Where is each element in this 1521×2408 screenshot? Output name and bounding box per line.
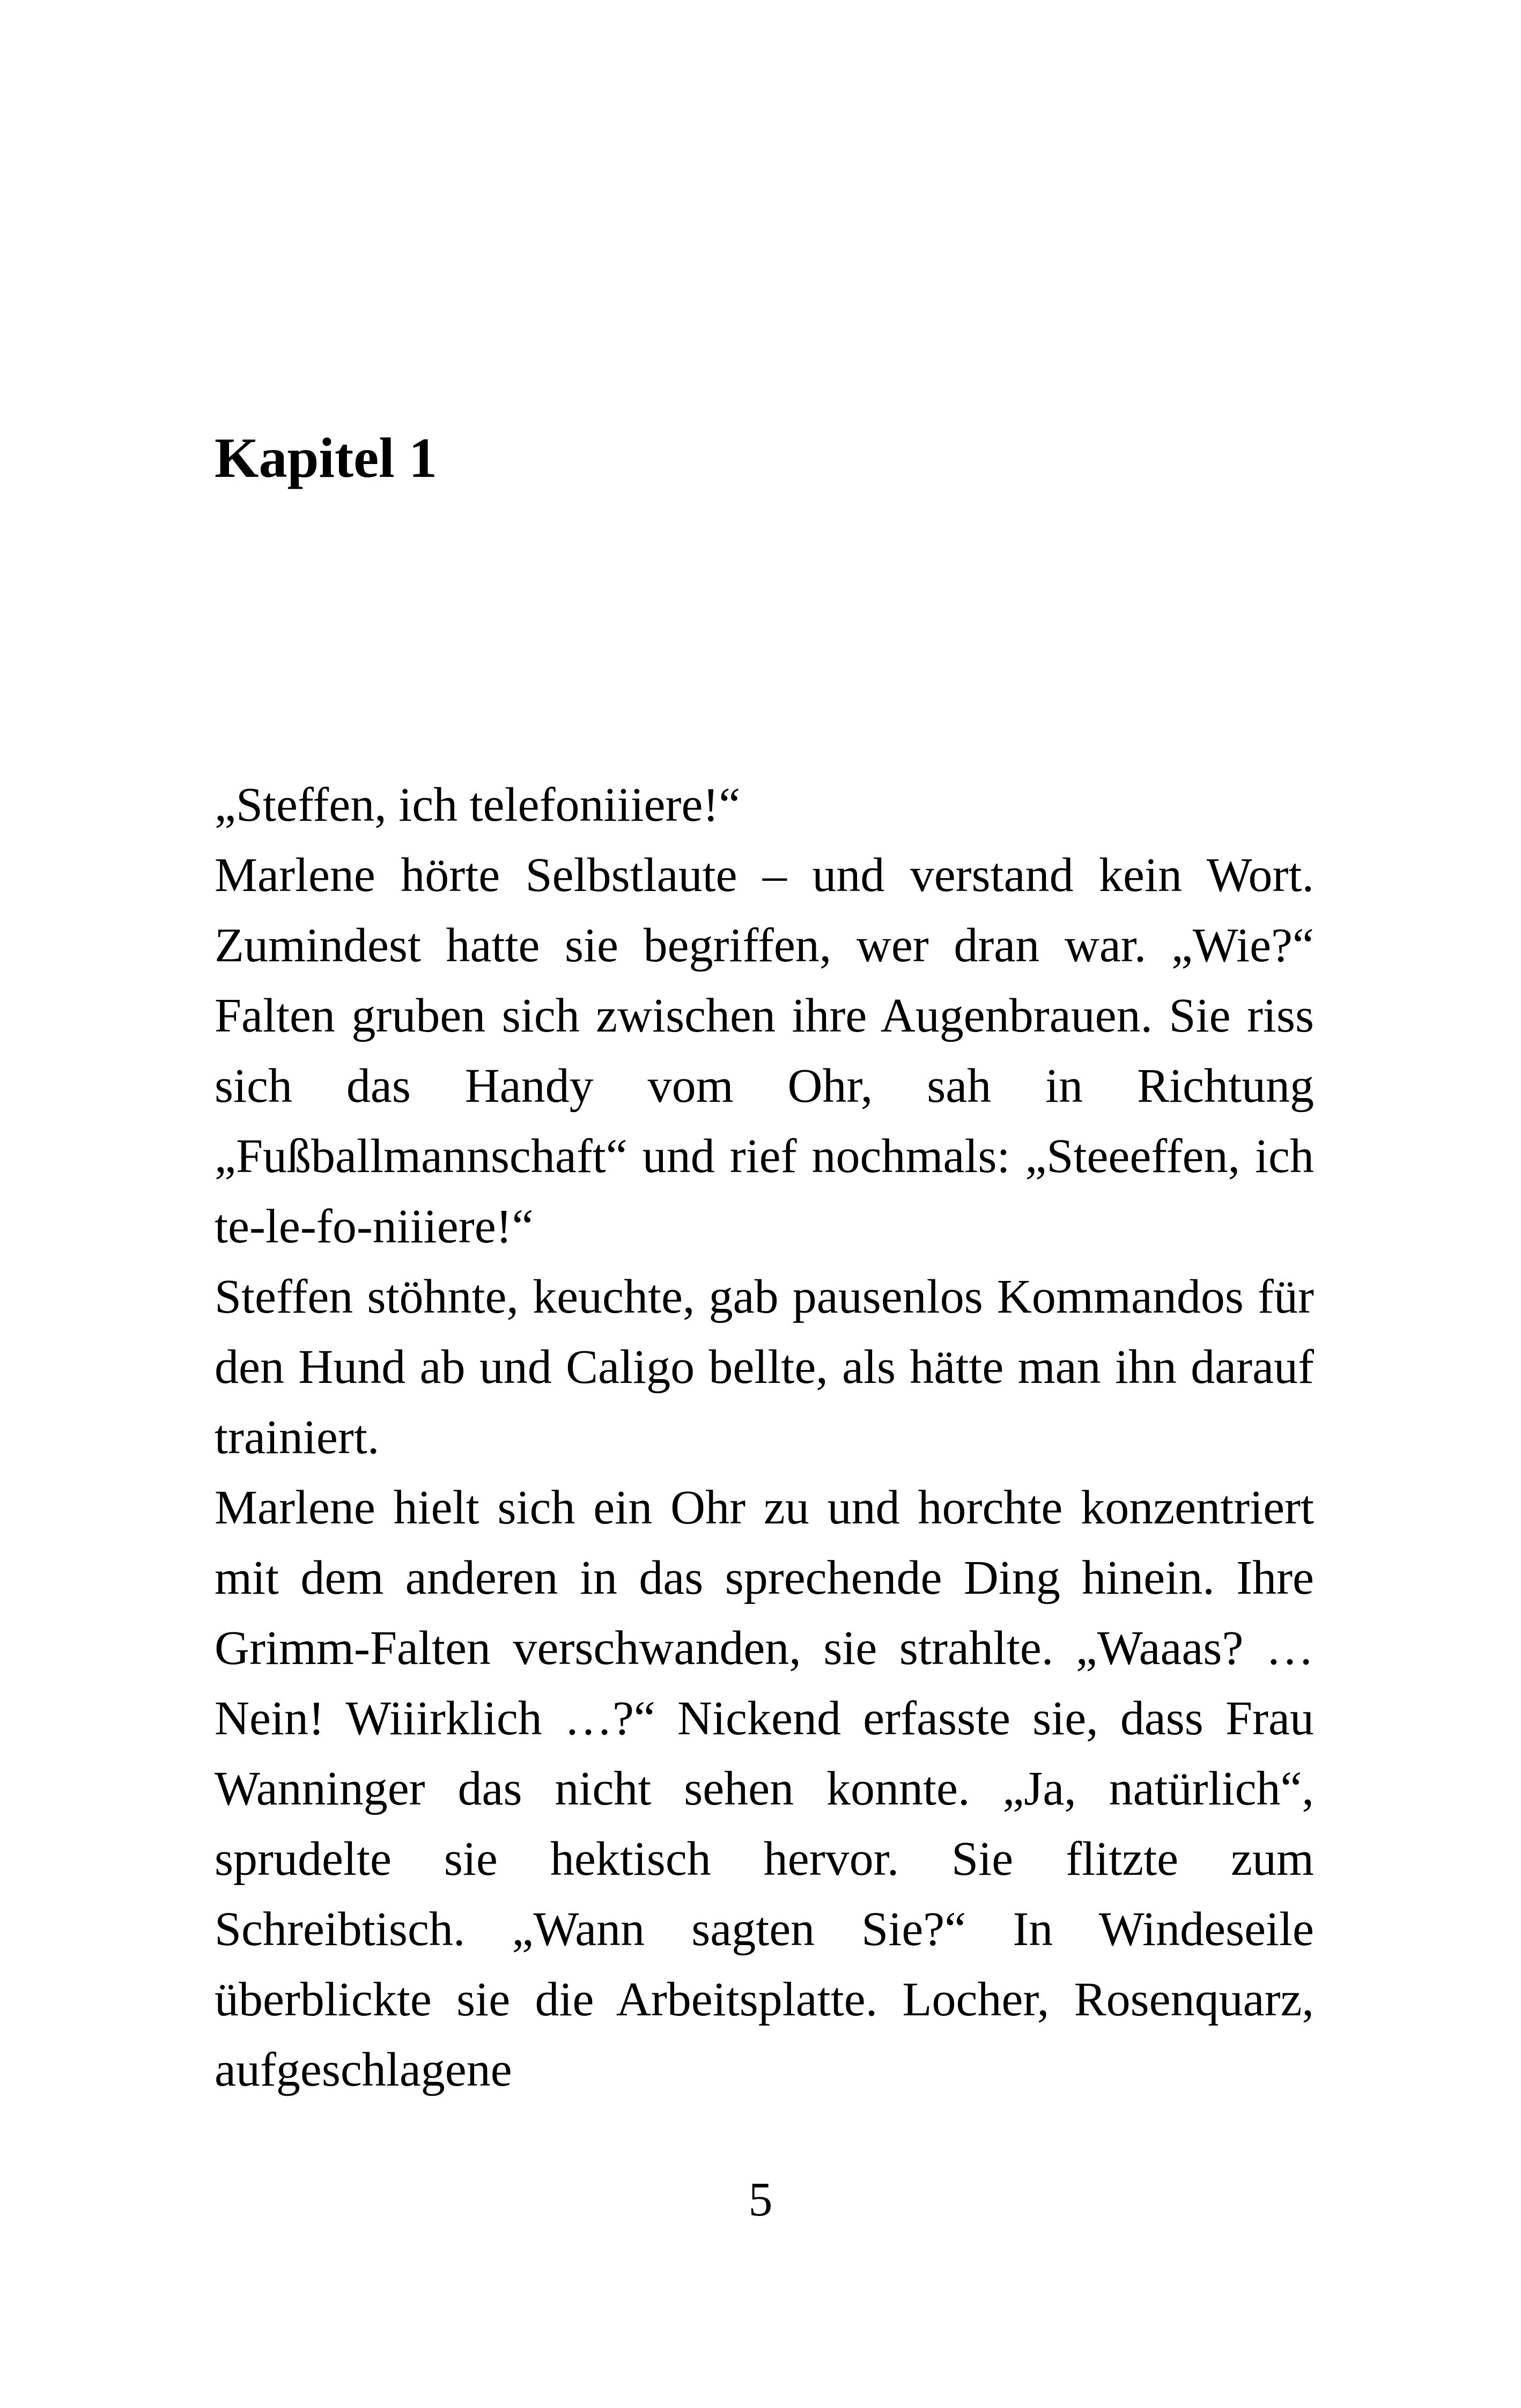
paragraph: Steffen stöhnte, keuchte, gab pausenlos Kommandos für den Hund ab und Caligo bellte, als hätte man ihn darauf trainiert. [215,1270,1314,1464]
chapter-title: Kapitel 1 [215,426,438,489]
paragraph: Marlene hielt sich ein Ohr zu und horchte konzentriert mit dem anderen in das sprechende Ding hinein. Ihre Grimm-Falten verschwanden, sie strahlte. „Waaas? … Nein! Wiiirklich …?“ Nickend erfasste sie, dass Frau Wanninger das nicht sehen konnte. „Ja, natürlich“, sprudelte sie hektisch hervor. Sie flitzte zum Schreibtisch. „Wann sagten Sie?“ In Windeseile überblickte sie die Arbeitsplatte. Locher, Rosenquarz, aufgeschlagene [215,1481,1314,2096]
paragraph: Marlene hörte Selbstlaute – und verstand kein Wort. Zumindest hatte sie begriffen, wer dran war. „Wie?“ Falten gruben sich zwischen ihre Augenbrauen. Sie riss sich das Handy vom Ohr, sah in Richtung „Fußballmannschaft“ und rief nochmals: „Steeeffen, ich te-le-fo-niiiere!“ [215,849,1314,1253]
paragraph: „Steffen, ich telefoniiiere!“ [215,778,741,831]
page-number: 5 [748,2173,773,2226]
chapter-body [215,770,1314,2105]
